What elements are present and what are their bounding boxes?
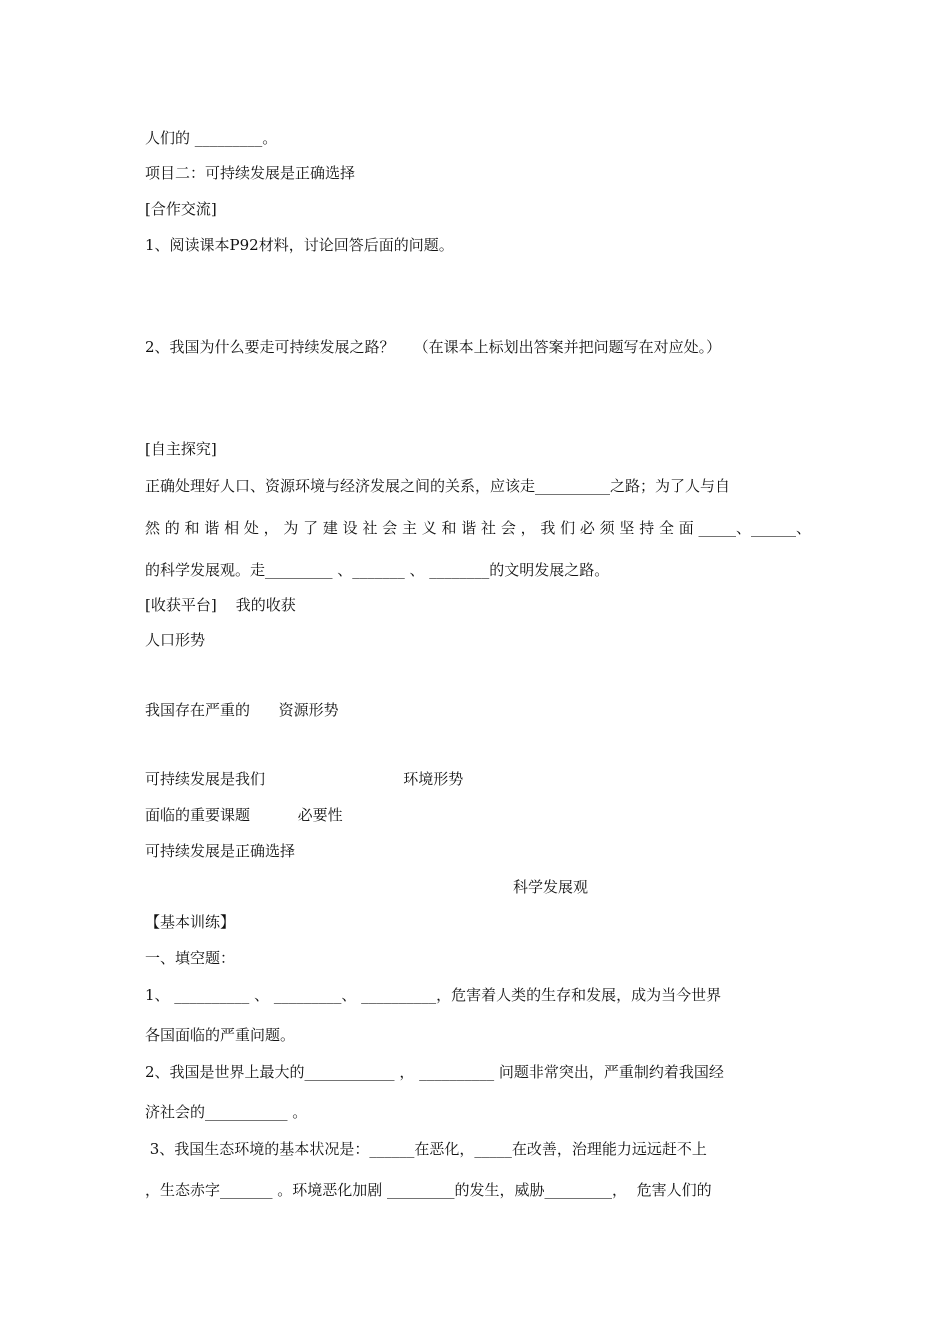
mindmap-node: 人口形势 xyxy=(145,631,206,649)
question-1: 1、阅读课本P92材料，讨论回答后面的问题。 xyxy=(145,236,454,254)
mindmap-node: 可持续发展是我们 环境形势 xyxy=(145,770,464,788)
text-line: 的科学发展观。走_________ 、_______ 、 ________的文明发展之路。 xyxy=(145,561,610,579)
question-2: 2、我国为什么要走可持续发展之路？ （在课本上标划出答案并把问题写在对应处。） xyxy=(145,338,722,356)
text-line: 各国面临的严重问题。 xyxy=(145,1026,296,1044)
mindmap-node: 可持续发展是正确选择 xyxy=(145,842,296,860)
text-line: 然 的 和 谐 相 处 ， 为 了 建 设 社 会 主 义 和 谐 社 会 ， 我 们 必 须 坚 持 全 面 _____、______、 xyxy=(145,519,812,537)
fill-blank-question-3: 3、我国生态环境的基本状况是：______在恶化，_____在改善，治理能力远远赶不上 xyxy=(145,1140,707,1158)
mindmap-node: 面临的重要课题 必要性 xyxy=(145,806,343,824)
subsection-heading: 一、填空题： xyxy=(145,949,236,967)
mindmap-node: 我国存在严重的 资源形势 xyxy=(145,701,339,719)
fill-blank-question-1: 1、 __________ 、 _________、 __________，危害着人类的生存和发展，成为当今世界 xyxy=(145,986,722,1004)
section-label: [收获平台] 我的收获 xyxy=(145,596,296,614)
section-label: [自主探究] xyxy=(145,440,217,458)
text-line: ，生态赤字_______ 。环境恶化加剧 _________的发生，威胁_________， 危害人们的 xyxy=(145,1181,712,1199)
section-label: [合作交流] xyxy=(145,200,217,218)
mindmap-node: 科学发展观 xyxy=(513,878,589,896)
section-heading: 项目二：可持续发展是正确选择 xyxy=(145,164,356,182)
text-line: 济社会的___________ 。 xyxy=(145,1103,308,1121)
text-line: 正确处理好人口、资源环境与经济发展之间的关系，应该走__________之路；为了人与自 xyxy=(145,477,731,495)
text-line: 人们的 _________。 xyxy=(145,129,278,147)
section-heading: 【基本训练】 xyxy=(145,913,236,931)
fill-blank-question-2: 2、我国是世界上最大的____________ ， __________ 问题非常突出，严重制约着我国经 xyxy=(145,1063,724,1081)
